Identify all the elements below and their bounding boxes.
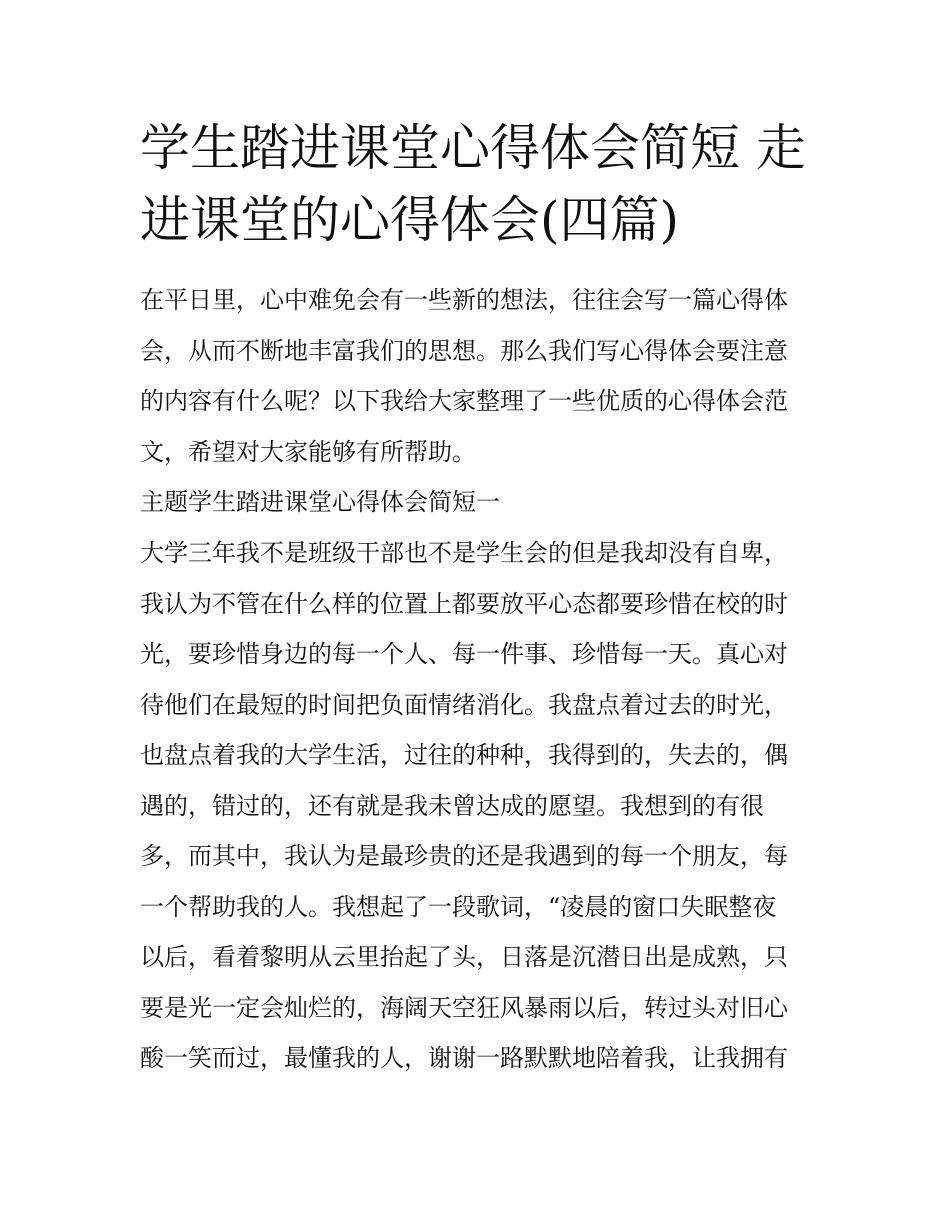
text-line: 在平日里，心中难免会有一些新的想法，往往会写一篇心得体	[140, 286, 788, 314]
text-line: 我认为不管在什么样的位置上都要放平心态都要珍惜在校的时	[140, 589, 788, 618]
text-line: 光，要珍惜身边的每一个人、每一件事、珍惜每一天。真心对	[140, 640, 788, 668]
text-line: 一个帮助我的人。我想起了一段歌词，“凌晨的窗口失眠整夜	[140, 892, 777, 921]
text-line: 也盘点着我的大学生活，过往的种种，我得到的，失去的，偶	[140, 741, 788, 769]
title-line: 学生踏进课堂心得体会简短 走	[140, 119, 806, 177]
section-heading	[140, 477, 820, 528]
text-line: 待他们在最短的时间把负面情绪消化。我盘点着过去的时光，	[140, 690, 788, 719]
text-line: 的内容有什么呢？以下我给大家整理了一些优质的心得体会范	[140, 387, 788, 415]
text-line: 以后，看着黎明从云里抬起了头，日落是沉潜日出是成熟，只	[140, 943, 788, 971]
text-line: 酸一笑而过，最懂我的人，谢谢一路默默地陪着我，让我拥有	[140, 1044, 788, 1072]
text-line: 遇的，错过的，还有就是我未曾达成的愿望。我想到的有很	[140, 791, 764, 820]
intro-paragraph	[140, 275, 820, 477]
text-line: 大学三年我不是班级干部也不是学生会的但是我却没有自卑，	[140, 539, 788, 567]
text-line: 要是光一定会灿烂的，海阔天空狂风暴雨以后，转过头对旧心	[140, 993, 788, 1022]
text-line: 多，而其中，我认为是最珍贵的还是我遇到的每一个朋友，每	[140, 842, 788, 870]
text-line: 会，从而不断地丰富我们的思想。那么我们写心得体会要注意	[140, 336, 788, 365]
document-title	[140, 112, 820, 256]
body-paragraph	[140, 528, 820, 1084]
title-line: 进课堂的心得体会(四篇)	[140, 191, 680, 249]
text-line: 文，希望对大家能够有所帮助。	[140, 437, 476, 466]
section-heading-text: 主题学生踏进课堂心得体会简短一	[140, 488, 500, 516]
